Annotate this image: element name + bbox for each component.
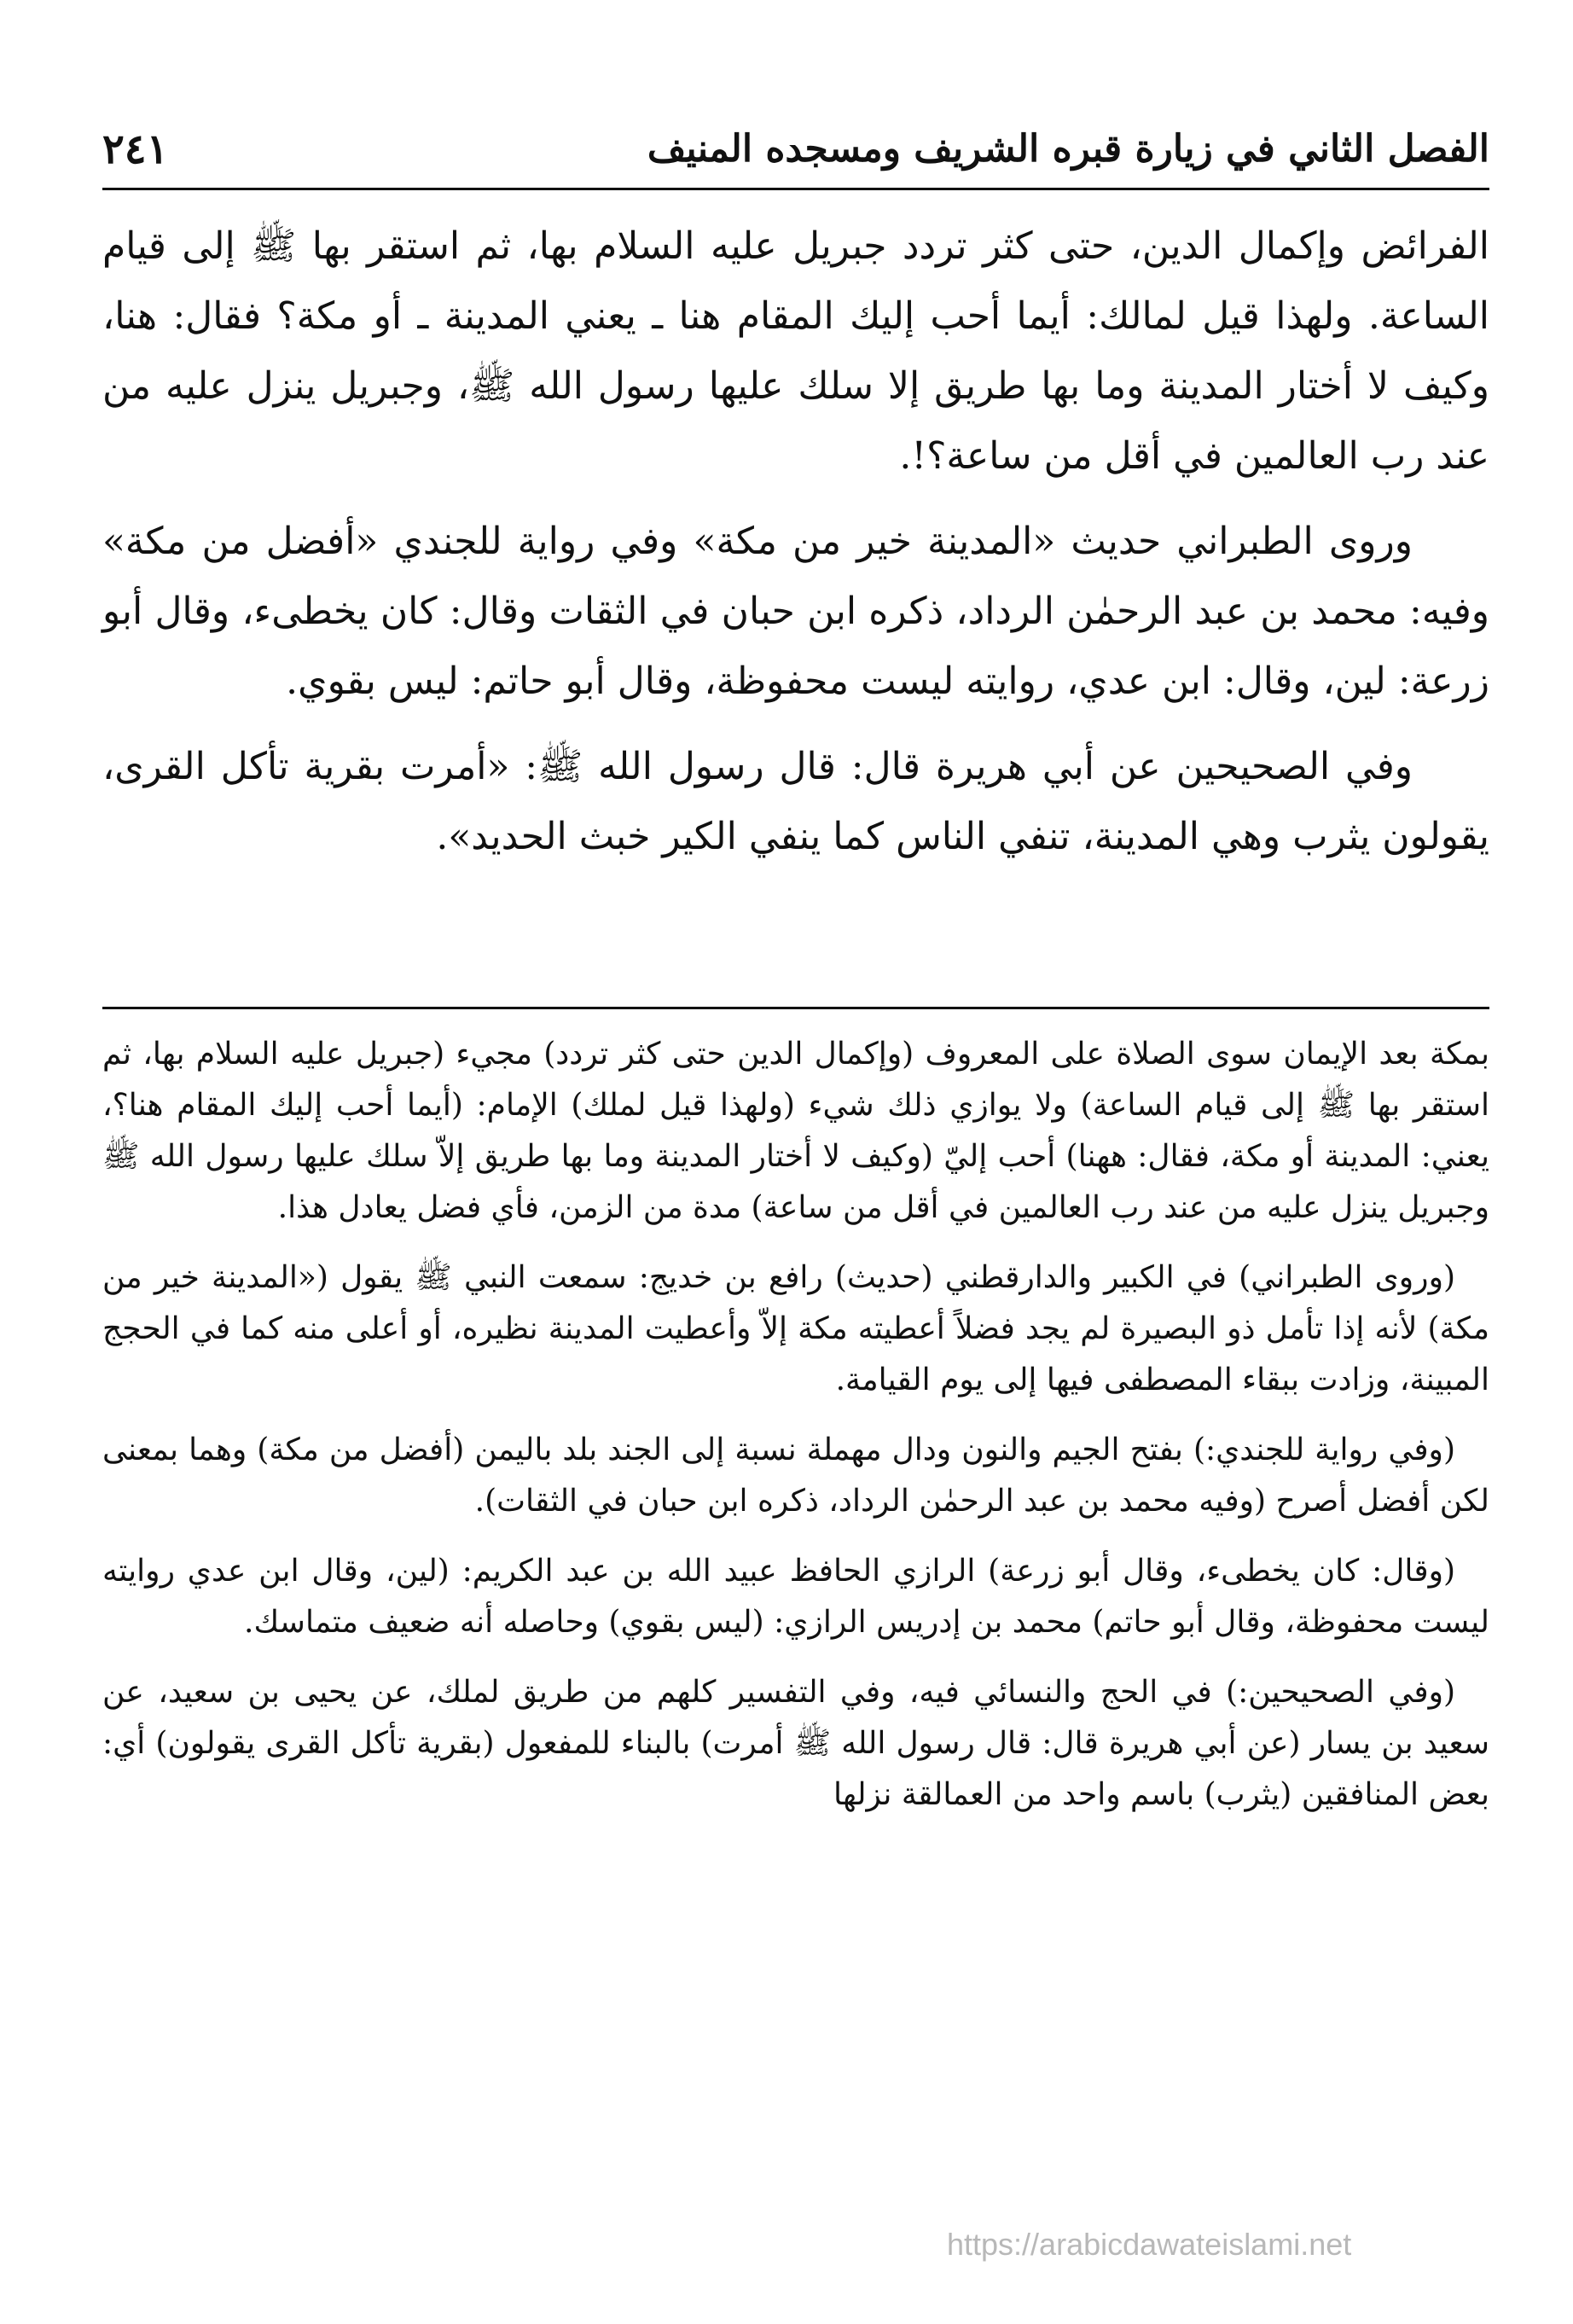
commentary-paragraph-4: (وقال: كان يخطىء، وقال أبو زرعة) الرازي الحافظ عبيد الله بن عبد الكريم: (لين، وقال ابن عدي روايته ليست محفوظة، وقال أبو حاتم) محمد بن إدريس الرازي: (ليس بقوي) وحاصله أنه ضعيف متماسك.: [102, 1554, 1489, 1640]
main-paragraph-2: وروى الطبراني حديث «المدينة خير من مكة» وفي رواية للجندي «أفضل من مكة» وفيه: محمد بن عبد الرحمٰن الرداد، ذكره ابن حبان في الثقات وقال: كان يخطىء، وقال أبو زرعة: لين، وقال: ابن عدي، روايته ليست محفوظة، وقال أبو حاتم: ليس بقوي.: [102, 520, 1489, 703]
main-paragraph-1: الفرائض وإكمال الدين، حتى كثر تردد جبريل عليه السلام بها، ثم استقر بها ﷺ إلى قيام الساعة. ولهذا قيل لمالك: أيما أحب إليك المقام هنا ـ يعني المدينة ـ أو مكة؟ فقال: هنا، وكيف لا أختار المدينة وما بها طريق إلا سلك عليها رسول الله ﷺ، وجبريل ينزل عليه من عند رب العالمين في أقل من ساعة؟!.: [102, 224, 1489, 478]
page-number: ٢٤١: [102, 125, 169, 173]
commentary-paragraph-3: (وفي رواية للجندي:) بفتح الجيم والنون ودال مهملة نسبة إلى الجند بلد باليمن (أفضل من مكة) وهما بمعنى لكن أفضل أصرح (وفيه محمد بن عبد الرحمٰن الرداد، ذكره ابن حبان في الثقات).: [102, 1432, 1489, 1519]
commentary-divider: [102, 1007, 1489, 1009]
header-divider: [102, 188, 1489, 190]
commentary-paragraph-5: (وفي الصحيحين:) في الحج والنسائي فيه، وفي التفسير كلهم من طريق لملك، عن يحيى بن سعيد، عن سعيد بن يسار (عن أبي هريرة قال: قال رسول الله ﷺ أمرت) بالبناء للمفعول (بقرية تأكل القرى يقولون) أي: بعض المنافقين (يثرب) باسم واحد من العمالقة نزلها: [102, 1675, 1489, 1812]
main-paragraph-3: وفي الصحيحين عن أبي هريرة قال: قال رسول الله ﷺ: «أمرت بقرية تأكل القرى، يقولون يثرب وهي المدينة، تنفي الناس كما ينفي الكير خبث الحديد».: [102, 745, 1489, 858]
watermark-url: https://arabicdawateislami.net: [947, 2227, 1352, 2262]
page-header: [102, 115, 1489, 190]
commentary-paragraph-1: بمكة بعد الإيمان سوى الصلاة على المعروف (وإكمال الدين حتى كثر تردد) مجيء (جبريل عليه السلام بها، ثم استقر بها ﷺ إلى قيام الساعة) ولا يوازي ذلك شيء (ولهذا قيل لملك) الإمام: (أيما أحب إليك المقام هنا؟، يعني: المدينة أو مكة، فقال: ههنا) أحب إليّ (وكيف لا أختار المدينة وما بها طريق إلاّ سلك عليها رسول الله ﷺ وجبريل ينزل عليه من عند رب العالمين في أقل من ساعة) مدة من الزمن، فأي فضل يعادل هذا.: [102, 1037, 1490, 1225]
commentary-block: [102, 1029, 1489, 1821]
chapter-title: الفصل الثاني في زيارة قبره الشريف ومسجده المنيف: [647, 127, 1489, 171]
main-text-block: [102, 212, 1489, 872]
commentary-paragraph-2: (وروى الطبراني) في الكبير والدارقطني (حديث) رافع بن خديج: سمعت النبي ﷺ يقول («المدينة خير من مكة) لأنه إذا تأمل ذو البصيرة لم يجد فضلاً أعطيته مكة إلاّ وأعطيت المدينة نظيره، أو أعلى منه كما في الحجج المبينة، وزادت ببقاء المصطفى فيها إلى يوم القيامة.: [102, 1260, 1489, 1397]
